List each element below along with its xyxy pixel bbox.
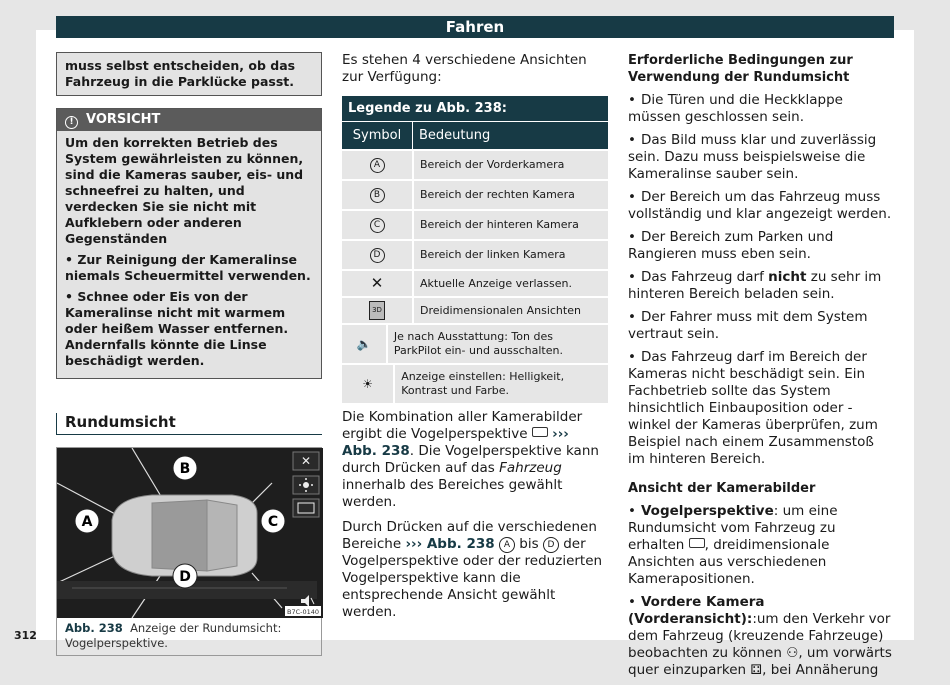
warning-box [56,108,322,379]
legend-row [342,323,608,363]
bird-view-icon [689,538,705,548]
camera-screen [57,448,323,618]
parking-icon: ⚃ [750,662,763,678]
camera-zone-a[interactable] [75,509,99,533]
legend-row [342,269,608,296]
3d-view-icon: 3D [369,301,385,320]
bird-view-icon [532,427,548,437]
legend-meaning: Je nach Ausstattung: Ton des ParkPilot ein- und ausschalten. [393,330,563,357]
3d-view-button[interactable] [293,499,319,517]
legend-meaning: Bereich der Vorderkamera [420,158,565,171]
view-item: • Vogelperspektive: um eine Rundumsicht vom Fahrzeug zu erhalten , dreidimensionale Ansichten aus verschiedenen Kamerapositionen. [628,503,894,588]
cross-traffic-icon: ⚇ [786,645,799,661]
camera-zone-c[interactable] [261,509,285,533]
legend-meaning: Bereich der linken Kamera [420,248,566,261]
condition-item: • Die Türen und die Heckklappe müssen geschlossen sein. [628,92,894,126]
camera-zone-d[interactable] [173,564,197,588]
conditions-heading: Erforderliche Bedingungen zur Verwendung der Rundumsicht [628,53,853,85]
svg-text:B: B [179,461,191,477]
paragraph-selection: Durch Drücken auf die verschiedenen Bereiche ››› Abb. 238 A bis D der Vogelperspektive oder der reduzierten Vogelperspektive kann die entsprechende Ansicht gewählt werden. [342,519,603,620]
warning-paragraph: • Schnee oder Eis von der Kameralinse nicht mit warmem oder heißem Wasser entfernen. Andernfalls könnte die Linse beschädigt werden. [65,289,289,368]
condition-item: • Der Fahrer muss mit dem System vertraut sein. [628,309,894,343]
figure-link[interactable]: ››› Abb. 238 [342,426,569,459]
legend-row [342,149,608,179]
legend-table [342,96,608,403]
brightness-button[interactable] [293,476,319,494]
legend-title: Legende zu Abb. 238: [342,96,608,121]
symbol-d-icon: D [543,537,559,553]
legend-row [342,179,608,209]
left-column [56,52,322,656]
figure-238 [56,447,322,656]
legend-meaning: Dreidimensionalen Ansichten [420,303,581,317]
svg-text:C: C [267,514,279,530]
svg-text:A: A [81,514,93,530]
close-view-button[interactable] [293,452,319,470]
symbol-d-icon: D [370,248,385,263]
paragraph-combination: Die Kombination aller Kamerabilder ergibt die Vogelperspektive ››› Abb. 238. Die Vogelperspektive kann durch Drücken auf das Fahrzeug innerhalb des Bereiches gewählt werden. [342,409,599,510]
view-item: • Vordere Kamera (Vorderansicht)::um den Verkehr vor dem Fahrzeug (kreuzende Fahrzeuge) beobachten zu können ⚇, um vorwärts quer einzuparken ⚃, bei Annäherung [628,594,894,679]
page-title: Fahren [56,16,894,38]
symbol-a-icon: A [370,158,385,173]
legend-meaning: Bereich der rechten Kamera [420,188,575,201]
page-number: 312 [14,629,37,642]
intro-text: Es stehen 4 verschiedene Ansichten zur Verfügung: [342,52,587,85]
legend-header-row [342,121,608,149]
legend-meaning: Aktuelle Anzeige verlassen. [420,276,572,290]
symbol-c-icon: C [370,218,385,233]
legend-meaning: Anzeige einstellen: Helligkeit, Kontrast und Farbe. [401,370,565,397]
figure-link[interactable]: ››› Abb. 238 [405,536,495,552]
symbol-a-icon: A [499,537,515,553]
svg-text:✕: ✕ [300,454,312,468]
condition-item: • Der Bereich um das Fahrzeug muss vollständig und klar angezeigt werden. [628,189,894,223]
sound-icon: 🔈 [342,325,388,363]
warning-title: VORSICHT [86,112,161,127]
figure-code: B7C-0140 [286,608,320,616]
camera-views-heading: Ansicht der Kamerabilder [628,481,816,496]
middle-column [342,52,608,629]
condition-item: • Der Bereich zum Parken und Rangieren muss eben sein. [628,229,894,263]
legend-row [342,239,608,269]
figure-caption [57,618,321,655]
legend-meaning: Bereich der hinteren Kamera [420,218,579,231]
condition-item: • Das Fahrzeug darf im Bereich der Kameras nicht beschädigt sein. Ein Fachbetrieb sollte das System hinsichtlich Einbauposition oder -winkel der Kameras überprüfen, zum Beispiel nach einem Zusammenstoß im hinteren Bereich. [628,349,894,468]
close-icon: ✕ [342,271,414,296]
caption-ref: Abb. 238 [65,621,123,635]
right-column [628,52,894,685]
warning-body [57,131,321,378]
legend-col-meaning: Bedeutung [419,128,491,143]
symbol-b-icon: B [370,188,385,203]
legend-col-symbol: Symbol [342,122,413,149]
svg-text:D: D [179,569,191,585]
legend-row [342,296,608,323]
brightness-icon: ☀ [342,365,395,403]
note-box: muss selbst entscheiden, ob das Fahrzeug in die Parklücke passt. [56,52,322,96]
bird-view-illustration [57,448,323,618]
condition-item: • Das Bild muss klar und zuverlässig sein. Dazu muss beispielsweise die Kameralinse sauber sein. [628,132,894,183]
legend-row [342,209,608,239]
caption-text: Anzeige der Rundumsicht: Vogelperspektive. [65,621,282,650]
condition-item: • Das Fahrzeug darf nicht zu sehr im hinteren Bereich beladen sein. [628,269,894,303]
section-title: Rundumsicht [56,413,322,435]
camera-zone-b[interactable] [173,456,197,480]
warning-icon: ! [65,116,78,129]
warning-paragraph: Um den korrekten Betrieb des System gewährleisten zu können, sind die Kameras sauber, eis- und schneefrei zu halten, und verdecken Sie sie nicht mit Aufklebern oder anderen Gegenständen [65,135,304,246]
legend-row [342,363,608,403]
warning-paragraph: • Zur Reinigung der Kameralinse niemals Scheuermittel verwenden. [65,252,311,283]
warning-header [57,109,321,131]
